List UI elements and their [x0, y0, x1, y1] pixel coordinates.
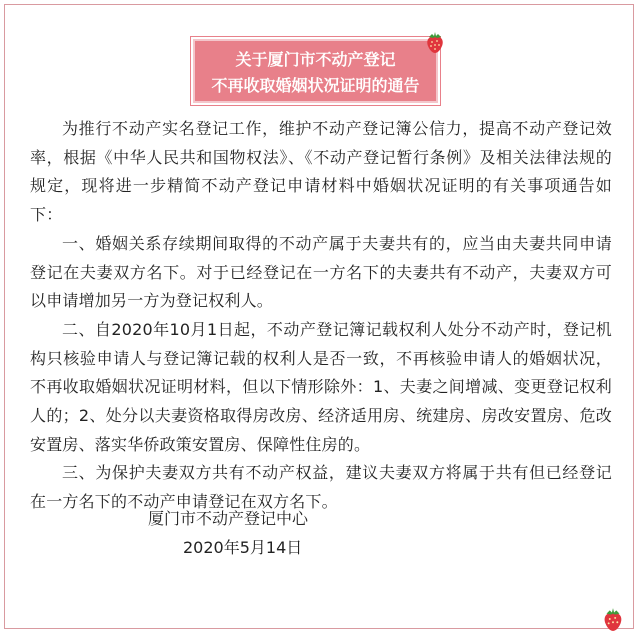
notice-title — [193, 39, 438, 103]
paragraph-1: 一、婚姻关系存续期间取得的不动产属于夫妻共有的，应当由夫妻共同申请登记在夫妻双方名下。对于已经登记在一方名下的夫妻共有不动产，夫妻双方可以申请增加另一方为登记权利人。 — [30, 233, 612, 311]
title-line-2: 不再收取婚姻状况证明的通告 — [211, 76, 420, 95]
paragraph-intro: 为推行不动产实名登记工作，维护不动产登记簿公信力，提高不动产登记效率，根据《中华人民共和国物权法》、《不动产登记暂行条例》及相关法律法规的规定，现将进一步精简不动产登记申请材料中婚姻状况证明的有关事项通告如下： — [30, 119, 612, 225]
title-line-1: 关于厦门市不动产登记 — [235, 50, 396, 69]
paragraph-3: 三、为保护夫妻双方共有不动产权益，建议夫妻双方将属于共有但已经登记在一方名下的不动产申请登记在双方名下。 — [30, 463, 612, 512]
date: 2020年5月14日 — [183, 538, 303, 557]
strawberry-icon — [600, 606, 626, 632]
strawberry-icon — [424, 30, 446, 54]
paragraph-2: 二、自2020年10月1日起，不动产登记簿记载权利人处分不动产时，登记机构只核验申请人与登记簿记载的权利人是否一致，不再核验申请人的婚姻状况，不再收取婚姻状况证明材料，但以下情形除外：1、夫妻之间增减、变更登记权利人的；2、处分以夫妻资格取得房改房、经济适用房、统建房、房改安置房、危改安置房、落实华侨政策安置房、保障性住房的。 — [30, 319, 612, 454]
signature: 厦门市不动产登记中心 — [148, 509, 309, 528]
notice-body — [30, 115, 612, 517]
